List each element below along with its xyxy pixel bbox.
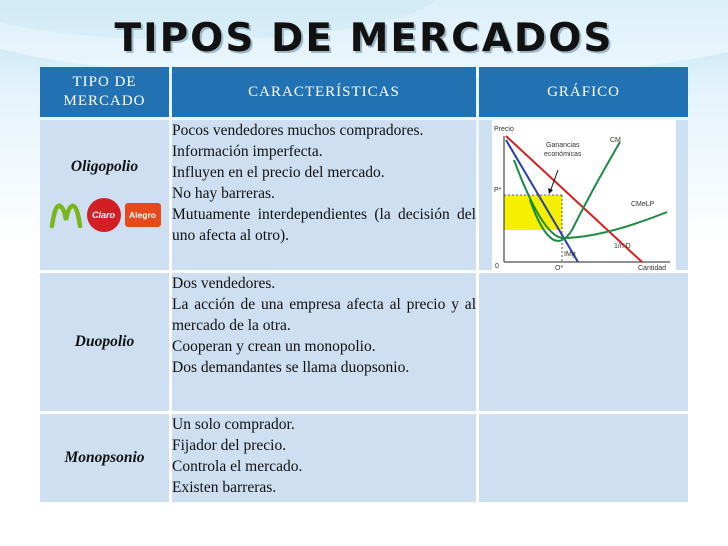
table-header-row	[40, 67, 688, 117]
list-item: Información imperfecta.	[172, 143, 323, 160]
table-row-duopolio	[40, 273, 688, 411]
graph-cell-empty	[479, 414, 688, 502]
table-row-oligopolio	[40, 120, 688, 270]
list-item: Influyen en el precio del mercado.	[172, 164, 385, 181]
annotation-label-2: económicas	[543, 151, 581, 158]
characteristics-cell	[172, 120, 476, 270]
x-axis-label: Cantidad	[637, 265, 666, 270]
annotation-arrowhead	[548, 188, 553, 194]
characteristics-cell	[172, 273, 476, 411]
header-tipo-mercado: TIPO DE MERCADO	[40, 67, 169, 117]
q-star-label: Q*	[554, 265, 563, 270]
market-name: Oligopolio	[70, 158, 139, 175]
oligopoly-graph-svg	[492, 120, 676, 270]
movistar-logo-icon	[49, 200, 83, 230]
annotation-label-1: Ganancias	[545, 142, 579, 149]
list-item: Dos demandantes se llama duopsonio.	[172, 359, 410, 376]
graph-cell-empty	[479, 273, 688, 411]
annotation-arrow	[550, 170, 558, 192]
cm-label: CM	[609, 137, 621, 144]
market-name: Monopsonio	[64, 449, 145, 466]
list-item: Pocos vendedores muchos compradores.	[172, 122, 424, 139]
market-name: Duopolio	[74, 333, 135, 350]
list-item: Dos vendedores.	[172, 275, 276, 292]
img-label: IMg	[563, 251, 576, 258]
characteristics-cell	[172, 414, 476, 502]
market-name-cell	[40, 273, 169, 411]
header-caracteristicas: CARACTERÍSTICAS	[172, 67, 476, 117]
origin-label: 0	[494, 263, 499, 270]
table-row-monopsonio	[40, 414, 688, 502]
list-item: No hay barreras.	[172, 185, 275, 202]
list-item: Un solo comprador.	[172, 416, 295, 433]
list-item: Cooperan y crean un monopolio.	[172, 338, 376, 355]
oligopoly-graph	[492, 120, 676, 270]
alegro-logo-icon: Alegro	[125, 203, 161, 227]
company-logos	[40, 198, 169, 232]
list-item: Controla el mercado.	[172, 458, 303, 475]
list-item: Fijador del precio.	[172, 437, 287, 454]
header-grafico: GRÁFICO	[479, 67, 688, 117]
market-types-table	[37, 64, 691, 505]
economic-profit-area	[504, 195, 562, 230]
y-axis-label: Precio	[493, 126, 514, 133]
demand-label: 1/n D	[613, 243, 631, 250]
list-item: Existen barreras.	[172, 479, 277, 496]
p-star-label: P*	[493, 187, 501, 194]
graph-cell	[479, 120, 688, 270]
claro-logo-icon: Claro	[87, 198, 121, 232]
list-item: La acción de una empresa afecta al precio y al mercado de la otra.	[172, 296, 476, 334]
slide-title: TIPOS DE MERCADOS	[114, 16, 614, 61]
cmelp-label: CMeLP	[630, 201, 654, 208]
market-name-cell	[40, 120, 169, 270]
list-item: Mutuamente interdependientes (la decisión del uno afecta al otro).	[172, 206, 476, 244]
market-name-cell	[40, 414, 169, 502]
